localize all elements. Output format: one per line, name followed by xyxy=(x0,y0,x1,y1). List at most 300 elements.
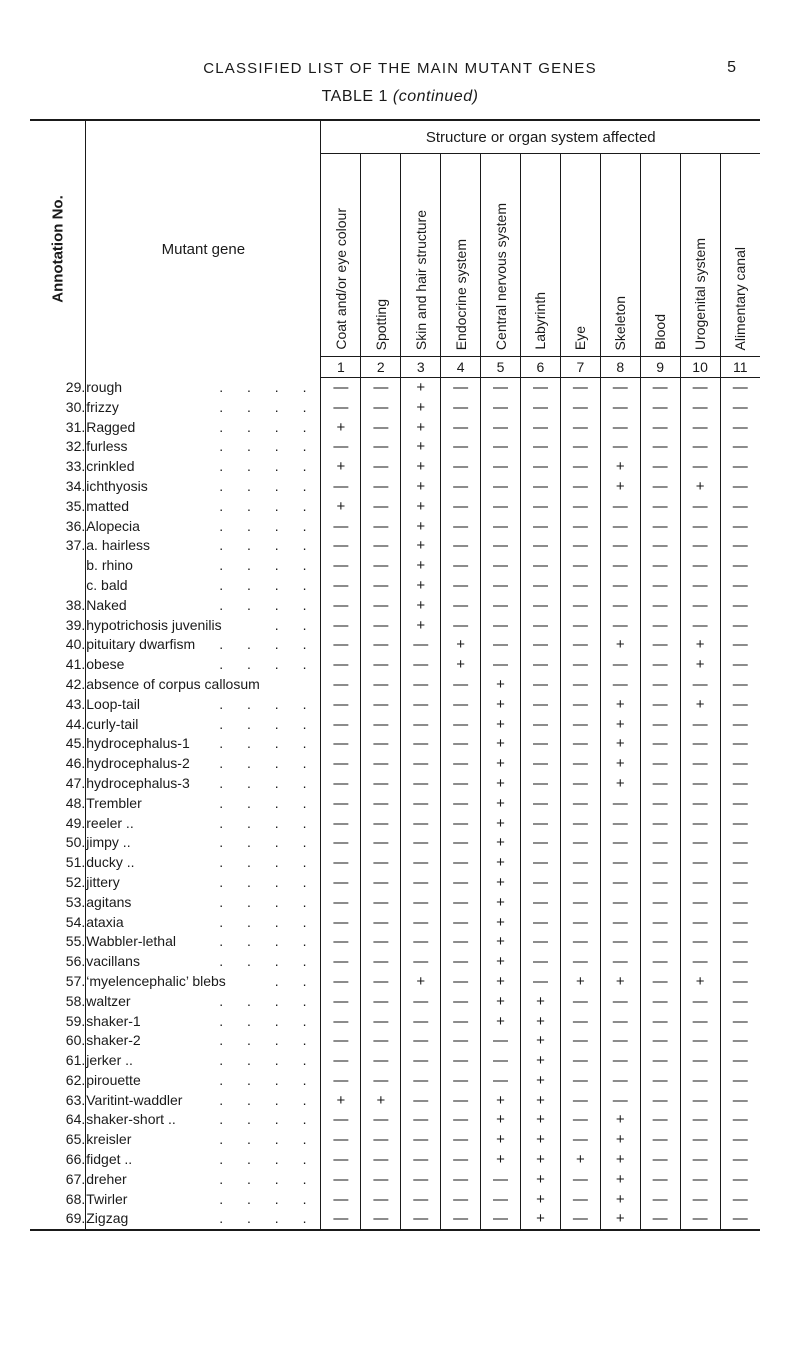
gene-header: Mutant gene xyxy=(86,120,321,378)
unaffected-mark: — xyxy=(560,814,600,834)
table-row xyxy=(30,457,760,477)
affected-mark: + xyxy=(481,833,521,853)
unaffected-mark: — xyxy=(361,457,401,477)
unaffected-mark: — xyxy=(680,1150,720,1170)
unaffected-mark: — xyxy=(481,517,521,537)
gene-cell xyxy=(86,992,321,1012)
gene-cell xyxy=(86,437,321,457)
unaffected-mark: — xyxy=(560,596,600,616)
unaffected-mark: — xyxy=(640,1209,680,1230)
unaffected-mark: — xyxy=(560,1190,600,1210)
annotation-number: 31. xyxy=(30,418,86,438)
unaffected-mark: — xyxy=(361,1130,401,1150)
table-row xyxy=(30,1170,760,1190)
mutant-gene-table xyxy=(30,119,760,1231)
unaffected-mark: — xyxy=(521,774,561,794)
page-number: 5 xyxy=(727,59,736,76)
unaffected-mark: — xyxy=(361,1209,401,1230)
gene-cell xyxy=(86,952,321,972)
unaffected-mark: — xyxy=(560,675,600,695)
leader-dots: . . . . xyxy=(219,794,317,811)
unaffected-mark: — xyxy=(333,735,349,753)
unaffected-mark: — xyxy=(481,1170,521,1190)
gene-name: shaker-1 xyxy=(86,1012,141,1029)
unaffected-mark: — xyxy=(333,675,349,693)
gene-cell xyxy=(86,734,321,754)
unaffected-mark: — xyxy=(333,893,349,911)
leader-dots: . . . . xyxy=(219,1071,317,1088)
table-row xyxy=(30,1031,760,1051)
gene-cell xyxy=(86,754,321,774)
unaffected-mark: — xyxy=(401,913,441,933)
leader-dots: . . . . xyxy=(219,596,317,613)
unaffected-mark: — xyxy=(560,1170,600,1190)
unaffected-mark: — xyxy=(481,457,521,477)
affected-mark: + xyxy=(481,1091,521,1111)
unaffected-mark: — xyxy=(560,576,600,596)
gene-cell xyxy=(86,932,321,952)
gene-cell xyxy=(86,853,321,873)
unaffected-mark: — xyxy=(680,814,720,834)
leader-dots: . . . . xyxy=(219,1170,317,1187)
annotation-number: 56. xyxy=(30,952,86,972)
annotation-number: 58. xyxy=(30,992,86,1012)
unaffected-mark: — xyxy=(333,715,349,733)
unaffected-mark: — xyxy=(333,636,349,654)
unaffected-mark: — xyxy=(680,675,720,695)
affected-mark: + xyxy=(600,477,640,497)
system-header-6 xyxy=(521,154,561,357)
unaffected-mark: — xyxy=(361,913,401,933)
unaffected-mark: — xyxy=(600,437,640,457)
affected-mark: + xyxy=(481,734,521,754)
gene-cell xyxy=(86,1130,321,1150)
leader-dots: . . . . xyxy=(219,537,317,554)
leader-dots: . . . . xyxy=(219,1131,317,1148)
affected-mark: + xyxy=(336,418,346,436)
unaffected-mark: — xyxy=(441,774,481,794)
unaffected-mark: — xyxy=(333,477,349,495)
affected-mark: + xyxy=(336,1091,346,1109)
unaffected-mark: — xyxy=(361,1150,401,1170)
unaffected-mark: — xyxy=(640,437,680,457)
leader-dots: . . . . xyxy=(219,913,317,930)
table-row xyxy=(30,1110,760,1130)
leader-dots: . . . . xyxy=(219,755,317,772)
unaffected-mark: — xyxy=(560,715,600,735)
group-header: Structure or organ system affected xyxy=(321,120,760,154)
unaffected-mark: — xyxy=(441,517,481,537)
annotation-number: 59. xyxy=(30,1012,86,1032)
annotation-number: 68. xyxy=(30,1190,86,1210)
system-header-4 xyxy=(441,154,481,357)
gene-name: ataxia xyxy=(86,913,124,930)
table-row xyxy=(30,1130,760,1150)
unaffected-mark: — xyxy=(521,833,561,853)
affected-mark: + xyxy=(401,457,441,477)
unaffected-mark: — xyxy=(361,715,401,735)
unaffected-mark: — xyxy=(640,774,680,794)
unaffected-mark: — xyxy=(361,1071,401,1091)
unaffected-mark: — xyxy=(521,695,561,715)
unaffected-mark: — xyxy=(361,1051,401,1071)
unaffected-mark: — xyxy=(441,576,481,596)
running-head xyxy=(0,60,800,84)
annotation-number: 41. xyxy=(30,655,86,675)
gene-name: Zigzag xyxy=(86,1210,129,1227)
unaffected-mark: — xyxy=(361,1190,401,1210)
unaffected-mark: — xyxy=(560,378,600,398)
unaffected-mark: — xyxy=(333,1190,349,1208)
unaffected-mark: — xyxy=(720,1209,760,1230)
affected-mark: + xyxy=(481,1110,521,1130)
unaffected-mark: — xyxy=(521,952,561,972)
annotation-number: 38. xyxy=(30,596,86,616)
unaffected-mark: — xyxy=(640,913,680,933)
unaffected-mark: — xyxy=(401,794,441,814)
leader-dots: . . . . xyxy=(219,735,317,752)
table-suffix: (continued) xyxy=(392,88,479,105)
running-title: CLASSIFIED LIST OF THE MAIN MUTANT GENES xyxy=(203,60,597,77)
unaffected-mark: — xyxy=(640,972,680,992)
unaffected-mark: — xyxy=(720,715,760,735)
unaffected-mark: — xyxy=(441,1170,481,1190)
system-label: Alimentary canal xyxy=(732,246,749,350)
unaffected-mark: — xyxy=(640,695,680,715)
unaffected-mark: — xyxy=(640,536,680,556)
unaffected-mark: — xyxy=(720,477,760,497)
unaffected-mark: — xyxy=(720,437,760,457)
unaffected-mark: — xyxy=(680,576,720,596)
affected-mark: + xyxy=(521,1209,561,1230)
unaffected-mark: — xyxy=(333,854,349,872)
unaffected-mark: — xyxy=(600,913,640,933)
affected-mark: + xyxy=(481,1012,521,1032)
unaffected-mark: — xyxy=(481,536,521,556)
unaffected-mark: — xyxy=(361,616,401,636)
unaffected-mark: — xyxy=(521,556,561,576)
annotation-number: 29. xyxy=(30,378,86,398)
unaffected-mark: — xyxy=(521,437,561,457)
unaffected-mark: — xyxy=(481,477,521,497)
gene-name: absence of corpus callosum xyxy=(86,675,260,692)
affected-mark: + xyxy=(481,952,521,972)
system-label: Blood xyxy=(652,314,669,350)
unaffected-mark: — xyxy=(333,537,349,555)
unaffected-mark: — xyxy=(481,596,521,616)
annotation-number: 64. xyxy=(30,1110,86,1130)
gene-name: ‘myelencephalic’ blebs xyxy=(86,972,226,989)
unaffected-mark: — xyxy=(441,418,481,438)
unaffected-mark: — xyxy=(680,873,720,893)
unaffected-mark: — xyxy=(720,418,760,438)
unaffected-mark: — xyxy=(600,1091,640,1111)
unaffected-mark: — xyxy=(401,774,441,794)
unaffected-mark: — xyxy=(560,398,600,418)
unaffected-mark: — xyxy=(600,992,640,1012)
gene-cell xyxy=(86,378,321,398)
unaffected-mark: — xyxy=(441,853,481,873)
gene-name: kreisler xyxy=(86,1131,132,1148)
unaffected-mark: — xyxy=(441,715,481,735)
affected-mark: + xyxy=(401,616,441,636)
unaffected-mark: — xyxy=(680,913,720,933)
system-number: 10 xyxy=(680,357,720,378)
unaffected-mark: — xyxy=(600,1051,640,1071)
gene-cell xyxy=(86,477,321,497)
affected-mark: + xyxy=(680,972,720,992)
unaffected-mark: — xyxy=(720,774,760,794)
unaffected-mark: — xyxy=(441,556,481,576)
unaffected-mark: — xyxy=(720,556,760,576)
annotation-number: 62. xyxy=(30,1071,86,1091)
leader-dots: . . . . xyxy=(219,378,317,395)
unaffected-mark: — xyxy=(600,596,640,616)
table-row xyxy=(30,952,760,972)
unaffected-mark: — xyxy=(441,932,481,952)
unaffected-mark: — xyxy=(600,398,640,418)
annotation-number: 33. xyxy=(30,457,86,477)
gene-cell xyxy=(86,596,321,616)
unaffected-mark: — xyxy=(401,734,441,754)
unaffected-mark: — xyxy=(361,992,401,1012)
leader-dots: . . . . xyxy=(219,1032,317,1049)
leader-dots: . . . . xyxy=(219,497,317,514)
unaffected-mark: — xyxy=(481,576,521,596)
unaffected-mark: — xyxy=(600,814,640,834)
unaffected-mark: — xyxy=(401,1150,441,1170)
unaffected-mark: — xyxy=(640,1130,680,1150)
unaffected-mark: — xyxy=(521,596,561,616)
unaffected-mark: — xyxy=(401,1031,441,1051)
unaffected-mark: — xyxy=(680,437,720,457)
affected-mark: + xyxy=(481,873,521,893)
annotation-number: 57. xyxy=(30,972,86,992)
unaffected-mark: — xyxy=(680,1190,720,1210)
table-row xyxy=(30,655,760,675)
unaffected-mark: — xyxy=(560,635,600,655)
gene-cell xyxy=(86,774,321,794)
leader-dots: . . . . xyxy=(219,418,317,435)
affected-mark: + xyxy=(521,1071,561,1091)
unaffected-mark: — xyxy=(361,952,401,972)
gene-name: matted xyxy=(86,497,130,514)
unaffected-mark: — xyxy=(401,853,441,873)
unaffected-mark: — xyxy=(481,1051,521,1071)
gene-name: jimpy .. xyxy=(86,834,131,851)
unaffected-mark: — xyxy=(720,1190,760,1210)
unaffected-mark: — xyxy=(333,1170,349,1188)
gene-name: vacillans xyxy=(86,953,140,970)
unaffected-mark: — xyxy=(361,774,401,794)
system-header-7 xyxy=(560,154,600,357)
unaffected-mark: — xyxy=(600,378,640,398)
unaffected-mark: — xyxy=(441,833,481,853)
unaffected-mark: — xyxy=(441,1012,481,1032)
unaffected-mark: — xyxy=(333,1151,349,1169)
unaffected-mark: — xyxy=(680,1012,720,1032)
table-row xyxy=(30,992,760,1012)
gene-cell xyxy=(86,398,321,418)
unaffected-mark: — xyxy=(600,893,640,913)
unaffected-mark: — xyxy=(600,833,640,853)
affected-mark: + xyxy=(521,1170,561,1190)
gene-name: pituitary dwarfism xyxy=(86,636,196,653)
unaffected-mark: — xyxy=(640,378,680,398)
system-number: 3 xyxy=(401,357,441,378)
system-number: 4 xyxy=(441,357,481,378)
unaffected-mark: — xyxy=(441,952,481,972)
unaffected-mark: — xyxy=(600,853,640,873)
unaffected-mark: — xyxy=(361,477,401,497)
unaffected-mark: — xyxy=(481,497,521,517)
affected-mark: + xyxy=(521,992,561,1012)
unaffected-mark: — xyxy=(361,556,401,576)
annotation-number: 45. xyxy=(30,734,86,754)
affected-mark: + xyxy=(600,1170,640,1190)
affected-mark: + xyxy=(481,853,521,873)
unaffected-mark: — xyxy=(680,1091,720,1111)
affected-mark: + xyxy=(600,1130,640,1150)
unaffected-mark: — xyxy=(560,734,600,754)
gene-cell xyxy=(86,517,321,537)
gene-cell xyxy=(86,814,321,834)
unaffected-mark: — xyxy=(361,418,401,438)
unaffected-mark: — xyxy=(333,873,349,891)
unaffected-mark: — xyxy=(720,457,760,477)
gene-cell xyxy=(86,457,321,477)
unaffected-mark: — xyxy=(401,1071,441,1091)
unaffected-mark: — xyxy=(441,913,481,933)
gene-cell xyxy=(86,715,321,735)
affected-mark: + xyxy=(401,972,441,992)
table-title xyxy=(0,88,800,106)
unaffected-mark: — xyxy=(441,457,481,477)
unaffected-mark: — xyxy=(481,635,521,655)
system-number: 2 xyxy=(361,357,401,378)
table-row xyxy=(30,418,760,438)
unaffected-mark: — xyxy=(680,378,720,398)
leader-dots: . . . . xyxy=(219,636,317,653)
leader-dots: . . . . xyxy=(219,854,317,871)
affected-mark: + xyxy=(600,972,640,992)
unaffected-mark: — xyxy=(720,517,760,537)
system-header-8 xyxy=(600,154,640,357)
annotation-number: 52. xyxy=(30,873,86,893)
unaffected-mark: — xyxy=(441,1031,481,1051)
annotation-number: 53. xyxy=(30,893,86,913)
gene-cell xyxy=(86,655,321,675)
leader-dots: . . . . xyxy=(219,1052,317,1069)
affected-mark: + xyxy=(521,1190,561,1210)
annotation-number: 40. xyxy=(30,635,86,655)
system-label: Endocrine system xyxy=(452,238,469,350)
affected-mark: + xyxy=(481,1130,521,1150)
gene-cell xyxy=(86,675,321,695)
gene-cell xyxy=(86,972,321,992)
unaffected-mark: — xyxy=(600,616,640,636)
leader-dots: . . . . xyxy=(219,576,317,593)
unaffected-mark: — xyxy=(401,1012,441,1032)
affected-mark: + xyxy=(401,477,441,497)
unaffected-mark: — xyxy=(333,1052,349,1070)
annotation-number: 50. xyxy=(30,833,86,853)
unaffected-mark: — xyxy=(720,873,760,893)
table-row xyxy=(30,576,760,596)
affected-mark: + xyxy=(600,1150,640,1170)
unaffected-mark: — xyxy=(640,1110,680,1130)
table-row xyxy=(30,378,760,398)
unaffected-mark: — xyxy=(720,635,760,655)
table-row xyxy=(30,536,760,556)
annotation-number: 61. xyxy=(30,1051,86,1071)
unaffected-mark: — xyxy=(333,379,349,396)
affected-mark: + xyxy=(481,972,521,992)
gene-name: hypotrichosis juvenilis xyxy=(86,616,222,633)
gene-name: jittery xyxy=(86,873,120,890)
affected-mark: + xyxy=(521,1091,561,1111)
unaffected-mark: — xyxy=(600,952,640,972)
unaffected-mark: — xyxy=(521,378,561,398)
unaffected-mark: — xyxy=(481,398,521,418)
annotation-number: 36. xyxy=(30,517,86,537)
leader-dots: . . . . xyxy=(219,953,317,970)
affected-mark: + xyxy=(521,1150,561,1170)
table-row xyxy=(30,1091,760,1111)
unaffected-mark: — xyxy=(600,1071,640,1091)
system-label: Central nervous system xyxy=(492,202,509,350)
leader-dots: . . . . xyxy=(219,1210,317,1227)
unaffected-mark: — xyxy=(441,497,481,517)
affected-mark: + xyxy=(481,1150,521,1170)
unaffected-mark: — xyxy=(680,853,720,873)
unaffected-mark: — xyxy=(560,794,600,814)
gene-cell xyxy=(86,616,321,636)
affected-mark: + xyxy=(481,932,521,952)
annotation-number: 47. xyxy=(30,774,86,794)
unaffected-mark: — xyxy=(333,972,349,990)
unaffected-mark: — xyxy=(680,497,720,517)
unaffected-mark: — xyxy=(560,457,600,477)
unaffected-mark: — xyxy=(441,695,481,715)
table-row xyxy=(30,932,760,952)
gene-cell xyxy=(86,635,321,655)
unaffected-mark: — xyxy=(720,952,760,972)
gene-name: pirouette xyxy=(86,1071,141,1088)
unaffected-mark: — xyxy=(361,873,401,893)
unaffected-mark: — xyxy=(720,734,760,754)
table-row xyxy=(30,853,760,873)
unaffected-mark: — xyxy=(640,1051,680,1071)
unaffected-mark: — xyxy=(361,1012,401,1032)
unaffected-mark: — xyxy=(560,992,600,1012)
unaffected-mark: — xyxy=(720,576,760,596)
unaffected-mark: — xyxy=(521,616,561,636)
unaffected-mark: — xyxy=(680,734,720,754)
gene-cell xyxy=(86,913,321,933)
unaffected-mark: — xyxy=(640,893,680,913)
affected-mark: + xyxy=(361,1091,401,1111)
unaffected-mark: — xyxy=(640,794,680,814)
unaffected-mark: — xyxy=(441,893,481,913)
unaffected-mark: — xyxy=(361,754,401,774)
table-row xyxy=(30,1012,760,1032)
unaffected-mark: — xyxy=(640,833,680,853)
unaffected-mark: — xyxy=(560,1051,600,1071)
unaffected-mark: — xyxy=(333,1111,349,1129)
system-header-3 xyxy=(401,154,441,357)
unaffected-mark: — xyxy=(481,1071,521,1091)
